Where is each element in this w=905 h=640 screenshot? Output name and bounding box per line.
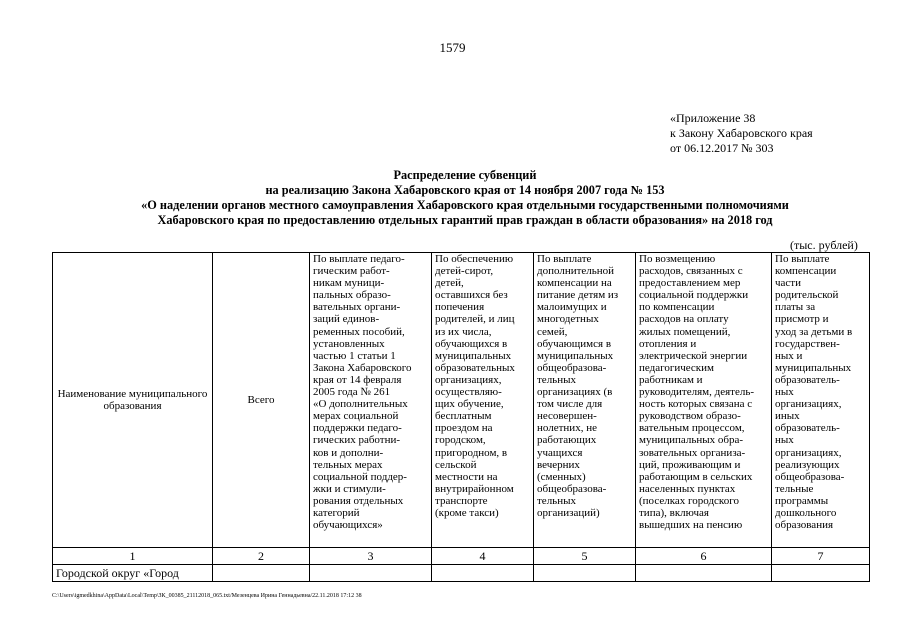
header-col-3: По выплате педаго- гическим работ- никам муници- пальных образо- вательных органи- заций единов- ременных пособий, установленных частью 1 статьи 1 Закона Хабаровского края от 14 февраля 2005 года № 261 «О дополнительных мерах социальной поддержки педаго- гических работни- ков и дополни- тельных мерах социальной поддер- жки и стимули- рования отдельных категорий обучающихся» (310, 253, 432, 548)
header-total: Всего (213, 253, 310, 548)
table-cell (636, 565, 772, 582)
table-cell (213, 565, 310, 582)
header-col-6: По возмещению расходов, связанных с предоставлением мер социальной поддержки по компенсации расходов на оплату жилых помещений, отопления и электрической энергии педагогическим работникам и руководителям, деятель- ность которых связана с руководством образо- вательным процессом, муниципальных обра- зовательных организа- ций, проживающим и работающим в сельских населенных пунктах (поселках городского типа), включая вышедших на пенсию (636, 253, 772, 548)
table-row (53, 565, 870, 582)
row-municipality-name: Городской округ «Город (53, 565, 213, 582)
appendix-reference (670, 111, 813, 156)
column-number: 6 (636, 548, 772, 565)
appendix-line-3: от 06.12.2017 № 303 (670, 141, 774, 155)
title-line-2: на реализацию Закона Хабаровского края от 14 ноября 2007 года № 153 (265, 183, 665, 197)
column-number: 7 (772, 548, 870, 565)
column-number: 1 (53, 548, 213, 565)
subsidy-table (52, 252, 870, 582)
appendix-line-2: к Закону Хабаровского края (670, 126, 813, 140)
page-number: 1579 (439, 40, 466, 55)
column-number-row (53, 548, 870, 565)
file-path-footer: C:\Users\igmedkhina\AppData\Local\Temp\ЗК_00385_21112018_065.txt/Мезенцева Ирина Геннадьевна/22.11.2018 17:12 38 (52, 593, 362, 599)
header-row (53, 253, 870, 548)
column-number: 2 (213, 548, 310, 565)
title-line-3: «О наделении органов местного самоуправления Хабаровского края отдельными государственными полномочиями (141, 198, 789, 212)
title-line-4: Хабаровского края по предоставлению отдельных гарантий прав граждан в области образования» на 2018 год (157, 213, 773, 227)
title-line-1: Распределение субвенций (393, 168, 537, 182)
appendix-line-1: «Приложение 38 (670, 111, 756, 125)
header-col-7: По выплате компенсации части родительской платы за присмотр и уход за детьми в государствен- ных и муниципальных образователь- ных организациях, иных образователь- ных организациях, реализующих общеобразова- тельные программы дошкольного образования (772, 253, 870, 548)
column-number: 3 (310, 548, 432, 565)
table-cell (534, 565, 636, 582)
header-col-4: По обеспечению детей-сирот, детей, оставшихся без попечения родителей, и лиц из их числа, обучающихся в муниципальных образовательных организациях, осуществляю- щих обучение, бесплатным проездом на городском, пригородном, в сельской местности на внутрирайонном транспорте (кроме такси) (432, 253, 534, 548)
column-number: 4 (432, 548, 534, 565)
table-cell (310, 565, 432, 582)
column-number: 5 (534, 548, 636, 565)
header-col-5: По выплате дополнительной компенсации на питание детям из малоимущих и многодетных семей, обучающимся в муниципальных общеобразова- тельных организациях (в том числе для несовершен- нолетних, не работающих учащихся вечерних (сменных) общеобразова- тельных организаций) (534, 253, 636, 548)
table-cell (432, 565, 534, 582)
header-municipality: Наименование муниципального образования (53, 253, 213, 548)
document-title (60, 168, 870, 228)
units-label: (тыс. рублей) (790, 238, 858, 252)
table-cell (772, 565, 870, 582)
